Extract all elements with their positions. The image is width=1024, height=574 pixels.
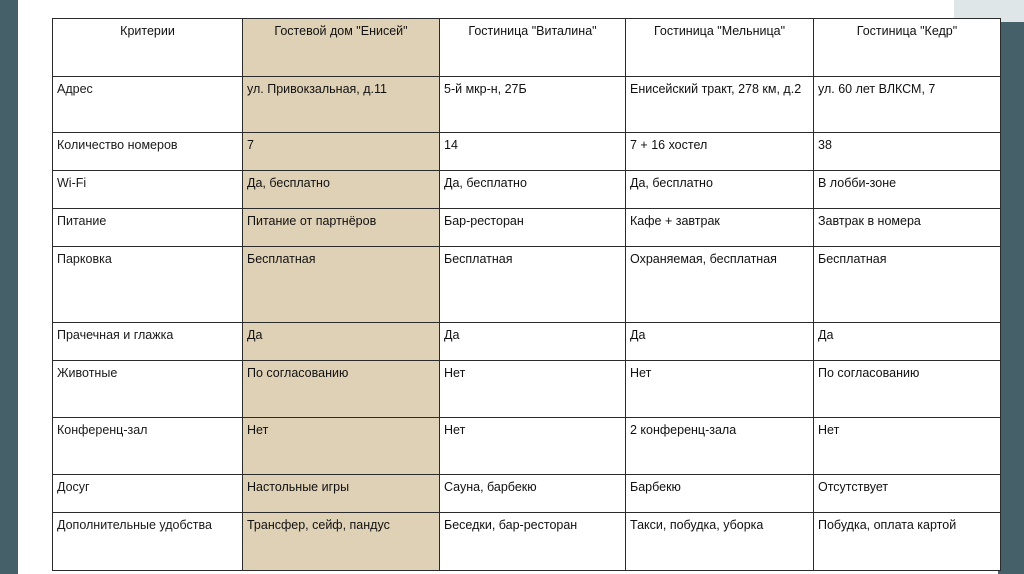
table-row	[53, 209, 1001, 247]
value-cell: По согласованию	[814, 361, 1001, 418]
hotel-comparison-table	[52, 18, 1001, 571]
table-row	[53, 513, 1001, 571]
value-cell: Нет	[626, 361, 814, 418]
value-cell: Бар-ресторан	[440, 209, 626, 247]
value-cell: Да	[814, 323, 1001, 361]
value-cell: Беседки, бар-ресторан	[440, 513, 626, 571]
value-cell: ул. 60 лет ВЛКСМ, 7	[814, 77, 1001, 133]
value-cell: 7 + 16 хостел	[626, 133, 814, 171]
table-row	[53, 475, 1001, 513]
table-header-row	[53, 19, 1001, 77]
value-cell: Да, бесплатно	[440, 171, 626, 209]
value-cell: Бесплатная	[243, 247, 440, 323]
header-cell: Гостиница "Виталина"	[440, 19, 626, 77]
value-cell: 38	[814, 133, 1001, 171]
header-cell: Гостевой дом "Енисей"	[243, 19, 440, 77]
table-row	[53, 133, 1001, 171]
comparison-table-container	[52, 18, 1000, 571]
table-row	[53, 418, 1001, 475]
criterion-cell: Животные	[53, 361, 243, 418]
criterion-cell: Адрес	[53, 77, 243, 133]
value-cell: 14	[440, 133, 626, 171]
value-cell: Нет	[814, 418, 1001, 475]
value-cell: Да, бесплатно	[626, 171, 814, 209]
value-cell: Завтрак в номера	[814, 209, 1001, 247]
value-cell: Настольные игры	[243, 475, 440, 513]
value-cell: Отсутствует	[814, 475, 1001, 513]
value-cell: Нет	[440, 361, 626, 418]
table-row	[53, 171, 1001, 209]
value-cell: Да	[243, 323, 440, 361]
header-cell: Критерии	[53, 19, 243, 77]
value-cell: Да	[626, 323, 814, 361]
value-cell: Сауна, барбекю	[440, 475, 626, 513]
value-cell: Бесплатная	[440, 247, 626, 323]
criterion-cell: Прачечная и глажка	[53, 323, 243, 361]
header-cell: Гостиница "Мельница"	[626, 19, 814, 77]
value-cell: Такси, побудка, уборка	[626, 513, 814, 571]
value-cell: Побудка, оплата картой	[814, 513, 1001, 571]
value-cell: Да	[440, 323, 626, 361]
value-cell: В лобби-зоне	[814, 171, 1001, 209]
criterion-cell: Питание	[53, 209, 243, 247]
criterion-cell: Wi-Fi	[53, 171, 243, 209]
value-cell: Нет	[243, 418, 440, 475]
table-row	[53, 361, 1001, 418]
value-cell: Трансфер, сейф, пандус	[243, 513, 440, 571]
table-row	[53, 247, 1001, 323]
criterion-cell: Конференц-зал	[53, 418, 243, 475]
value-cell: По согласованию	[243, 361, 440, 418]
table-row	[53, 323, 1001, 361]
value-cell: 5-й мкр-н, 27Б	[440, 77, 626, 133]
value-cell: ул. Привокзальная, д.11	[243, 77, 440, 133]
accent-strip	[70, 0, 74, 16]
value-cell: Енисейский тракт, 278 км, д.2	[626, 77, 814, 133]
value-cell: Охраняемая, бесплатная	[626, 247, 814, 323]
header-cell: Гостиница "Кедр"	[814, 19, 1001, 77]
value-cell: Барбекю	[626, 475, 814, 513]
value-cell: Да, бесплатно	[243, 171, 440, 209]
criterion-cell: Парковка	[53, 247, 243, 323]
value-cell: 7	[243, 133, 440, 171]
value-cell: Кафе + завтрак	[626, 209, 814, 247]
value-cell: Бесплатная	[814, 247, 1001, 323]
criterion-cell: Досуг	[53, 475, 243, 513]
criterion-cell: Количество номеров	[53, 133, 243, 171]
criterion-cell: Дополнительные удобства	[53, 513, 243, 571]
value-cell: Питание от партнёров	[243, 209, 440, 247]
table-row	[53, 77, 1001, 133]
value-cell: 2 конференц-зала	[626, 418, 814, 475]
value-cell: Нет	[440, 418, 626, 475]
